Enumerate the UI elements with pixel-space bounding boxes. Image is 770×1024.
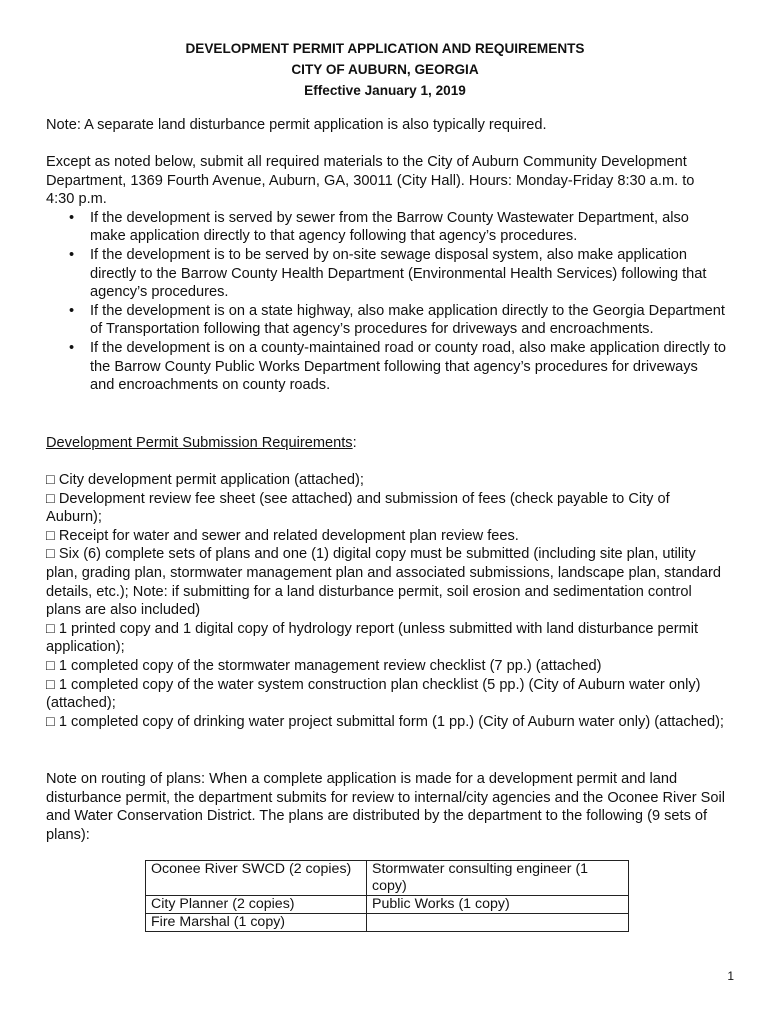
table-row — [146, 896, 629, 914]
submission-heading-text: Development Permit Submission Requirements — [46, 435, 353, 451]
checklist-item: □ 1 completed copy of the water system construction plan checklist (5 pp.) (City of Auburn water only) (attached); — [46, 676, 701, 712]
page-number: 1 — [727, 969, 734, 983]
submission-checklist — [46, 471, 726, 731]
table-row — [146, 914, 629, 932]
table-cell: Oconee River SWCD (2 copies) — [146, 861, 367, 896]
intro-section — [46, 153, 726, 395]
routing-table — [145, 860, 629, 932]
checklist-item: □ 1 printed copy and 1 digital copy of hydrology report (unless submitted with land disturbance permit application); — [46, 620, 699, 656]
table-cell: Stormwater consulting engineer (1 copy) — [367, 861, 629, 896]
intro-paragraph: Except as noted below, submit all required materials to the City of Auburn Community Development Department, 1369 Fourth Avenue, Auburn, GA, 30011 (City Hall). Hours: Monday-Friday 8:30 a.m. to 4:30 p.m. — [46, 154, 695, 208]
bullet-item: • If the development is to be served by on-site sewage disposal system, also make application directly to the Barrow County Health Department (Environmental Health Services) following that agency’s procedures. — [46, 246, 726, 302]
checklist-item: □ Six (6) complete sets of plans and one (1) digital copy must be submitted (including site plan, utility plan, grading plan, stormwater management plan and associated submissions, landscape plan, standard details, etc.); Note: if submitting for a land disturbance permit, soil erosion and sedimentation control plans are also included) — [46, 546, 721, 619]
table-cell: Fire Marshal (1 copy) — [146, 914, 367, 932]
separate-permit-note: Note: A separate land disturbance permit application is also typically required. — [46, 117, 547, 133]
table-cell: City Planner (2 copies) — [146, 896, 367, 914]
bullet-item: • If the development is served by sewer from the Barrow County Wastewater Department, also make application directly to that agency following that agency’s procedures. — [46, 209, 726, 246]
bullet-item: • If the development is on a state highway, also make application directly to the Georgia Department of Transportation following that agency’s procedures for driveways and encroachments. — [46, 302, 726, 339]
checklist-item: □ City development permit application (attached); — [46, 472, 364, 488]
routing-note: Note on routing of plans: When a complete application is made for a development permit and land disturbance permit, the department submits for review to internal/city agencies and the Oconee River Soil and Water Conservation District. The plans are distributed by the department to the following (9 sets of plans): — [46, 771, 725, 843]
submission-heading-colon: : — [352, 435, 357, 451]
header-title: DEVELOPMENT PERMIT APPLICATION AND REQUIREMENTS — [185, 41, 585, 56]
document-header — [0, 38, 770, 101]
checklist-item: □ 1 completed copy of the stormwater management review checklist (7 pp.) (attached) — [46, 657, 602, 674]
table-cell — [367, 914, 629, 932]
bullet-item: • If the development is on a county-maintained road or county road, also make application directly to the Barrow County Public Works Department following that agency’s procedures for driveways and encroachments on county roads. — [46, 339, 726, 395]
header-city: CITY OF AUBURN, GEORGIA — [291, 62, 479, 77]
header-effective-date: Effective January 1, 2019 — [304, 83, 466, 98]
checklist-item: □ 1 completed copy of drinking water project submittal form (1 pp.) (City of Auburn water only) (attached); — [46, 713, 724, 730]
checklist-item: □ Development review fee sheet (see attached) and submission of fees (check payable to City of Auburn); — [46, 490, 670, 526]
checklist-item: □ Receipt for water and sewer and related development plan review fees. — [46, 527, 519, 544]
table-row — [146, 861, 629, 896]
submission-heading — [46, 434, 726, 453]
agency-bullet-list — [46, 209, 726, 395]
table-cell: Public Works (1 copy) — [367, 896, 629, 914]
